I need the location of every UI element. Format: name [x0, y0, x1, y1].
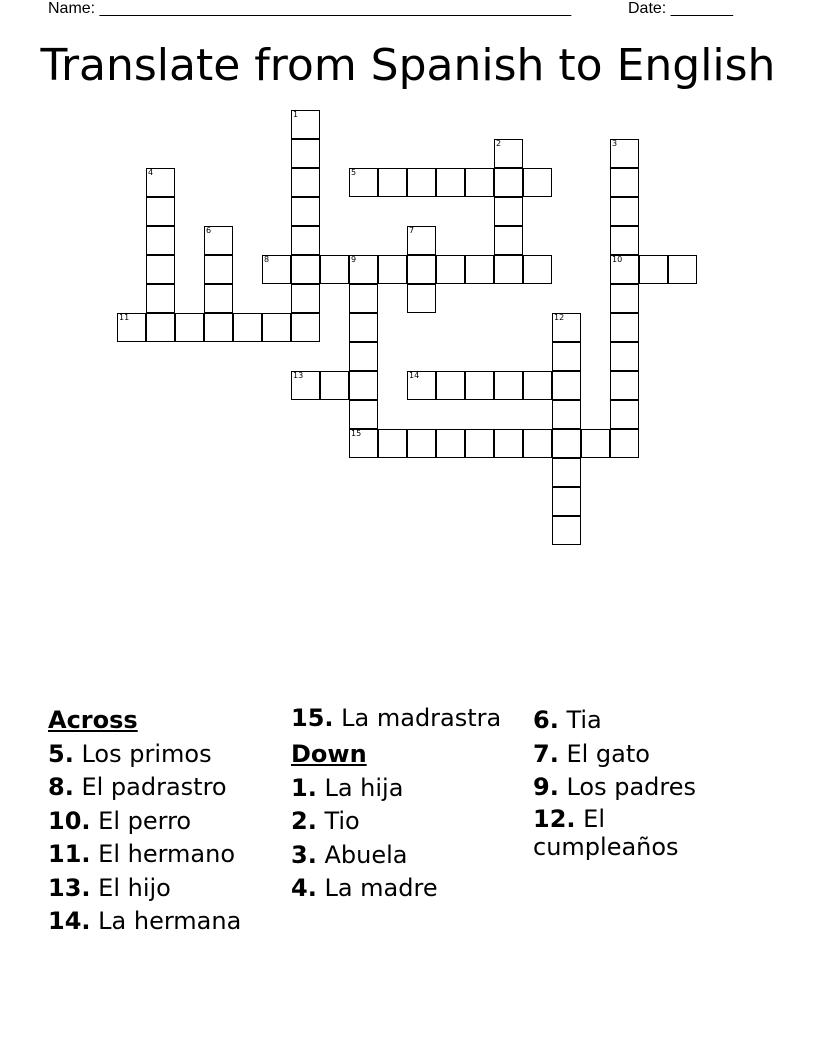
clue-number-2: 2: [496, 139, 502, 148]
clue-across-15: 15. La madrastra: [291, 704, 502, 732]
crossword-cell[interactable]: [494, 197, 523, 226]
crossword-cell[interactable]: [378, 168, 407, 197]
crossword-cell[interactable]: [465, 429, 494, 458]
clues-column-1: [48, 704, 286, 939]
crossword-cell[interactable]: [523, 255, 552, 284]
crossword-cell[interactable]: [610, 342, 639, 371]
crossword-cell[interactable]: [175, 313, 204, 342]
crossword-cell[interactable]: [349, 284, 378, 313]
crossword-cell[interactable]: [146, 284, 175, 313]
crossword-cell[interactable]: [291, 313, 320, 342]
crossword-cell[interactable]: [436, 371, 465, 400]
date-field-label: Date: _______: [628, 0, 733, 17]
crossword-cell[interactable]: [291, 197, 320, 226]
crossword-cell[interactable]: [610, 284, 639, 313]
crossword-cell[interactable]: [204, 284, 233, 313]
crossword-cell[interactable]: [204, 313, 233, 342]
crossword-cell[interactable]: [349, 313, 378, 342]
clue-across-5: 5. Los primos: [48, 739, 212, 768]
down-heading: Down: [291, 740, 367, 768]
clue-number-13: 13: [293, 371, 304, 380]
clue-number-12: 12: [554, 313, 565, 322]
crossword-cell[interactable]: [262, 313, 291, 342]
crossword-cell[interactable]: [465, 371, 494, 400]
clue-across-11: 11. El hermano: [48, 840, 236, 868]
crossword-cell[interactable]: [291, 168, 320, 197]
across-heading: Across: [48, 706, 138, 734]
crossword-cell[interactable]: [552, 487, 581, 516]
crossword-cell[interactable]: [610, 400, 639, 429]
crossword-cell[interactable]: [291, 226, 320, 255]
clue-number-7: 7: [409, 226, 415, 235]
clue-number-15: 15: [351, 429, 362, 438]
clue-across-13: 13. El hijo: [48, 873, 171, 902]
crossword-cell[interactable]: [291, 255, 320, 284]
clue-across-10: 10. El perro: [48, 806, 192, 835]
crossword-cell[interactable]: [320, 371, 349, 400]
clue-number-3: 3: [612, 139, 618, 148]
clue-down-9: 9. Los padres: [533, 773, 697, 801]
clue-down-1: 1. La hija: [291, 773, 404, 802]
crossword-cell[interactable]: [523, 168, 552, 197]
clue-number-1: 1: [293, 110, 299, 119]
crossword-cell[interactable]: [407, 168, 436, 197]
crossword-cell[interactable]: [552, 429, 581, 458]
clue-down-3: 3. Abuela: [291, 840, 408, 869]
clues-column-3: [533, 704, 733, 867]
crossword-cell[interactable]: [494, 429, 523, 458]
clue-down-12: 12. El cumpleaños: [533, 804, 679, 861]
name-field-label: Name: _____________________________________________________: [48, 0, 572, 17]
crossword-cell[interactable]: [552, 371, 581, 400]
clue-number-11: 11: [119, 313, 130, 322]
crossword-cell[interactable]: [494, 226, 523, 255]
crossword-cell[interactable]: [349, 342, 378, 371]
crossword-cell[interactable]: [291, 139, 320, 168]
clue-across-8: 8. El padrastro: [48, 773, 227, 801]
crossword-cell[interactable]: [146, 197, 175, 226]
crossword-cell[interactable]: [233, 313, 262, 342]
clue-number-5: 5: [351, 168, 357, 177]
crossword-cell[interactable]: [436, 168, 465, 197]
crossword-cell[interactable]: [407, 429, 436, 458]
crossword-cell[interactable]: [407, 255, 436, 284]
crossword-cell[interactable]: [610, 429, 639, 458]
crossword-cell[interactable]: [465, 255, 494, 284]
crossword-cell[interactable]: [204, 255, 233, 284]
clue-down-2: 2. Tio: [291, 807, 360, 835]
crossword-cell[interactable]: [465, 168, 494, 197]
clue-across-14: 14. La hermana: [48, 907, 242, 935]
clue-number-10: 10: [612, 255, 623, 264]
crossword-cell[interactable]: [610, 313, 639, 342]
crossword-cell[interactable]: [146, 313, 175, 342]
crossword-cell[interactable]: [552, 458, 581, 487]
crossword-cell[interactable]: [291, 284, 320, 313]
clue-down-7: 7. El gato: [533, 739, 650, 768]
crossword-cell[interactable]: [146, 255, 175, 284]
clue-number-8: 8: [264, 255, 270, 264]
crossword-cell[interactable]: [523, 371, 552, 400]
crossword-cell[interactable]: [494, 255, 523, 284]
crossword-cell[interactable]: [494, 168, 523, 197]
clue-down-6: 6. Tia: [533, 706, 602, 734]
crossword-cell[interactable]: [610, 226, 639, 255]
crossword-cell[interactable]: [407, 284, 436, 313]
clues-column-2: [291, 704, 529, 906]
crossword-cell[interactable]: [552, 516, 581, 545]
crossword-cell[interactable]: [349, 400, 378, 429]
crossword-cell[interactable]: [494, 371, 523, 400]
crossword-cell[interactable]: [639, 255, 668, 284]
crossword-cell[interactable]: [668, 255, 697, 284]
clue-number-9: 9: [351, 255, 357, 264]
crossword-cell[interactable]: [436, 429, 465, 458]
crossword-cell[interactable]: [552, 400, 581, 429]
page-title: Translate from Spanish to English: [40, 40, 776, 91]
clue-number-14: 14: [409, 371, 420, 380]
crossword-cell[interactable]: [146, 226, 175, 255]
crossword-cell[interactable]: [349, 371, 378, 400]
clue-down-4: 4. La madre: [291, 874, 438, 902]
crossword-cell[interactable]: [378, 255, 407, 284]
crossword-cell[interactable]: [523, 429, 552, 458]
crossword-cell[interactable]: [581, 429, 610, 458]
clue-number-4: 4: [148, 168, 154, 177]
crossword-cell[interactable]: [436, 255, 465, 284]
crossword-cell[interactable]: [552, 342, 581, 371]
crossword-cell[interactable]: [320, 255, 349, 284]
clue-number-6: 6: [206, 226, 212, 235]
crossword-cell[interactable]: [378, 429, 407, 458]
crossword-cell[interactable]: [610, 168, 639, 197]
crossword-cell[interactable]: [610, 371, 639, 400]
crossword-cell[interactable]: [610, 197, 639, 226]
